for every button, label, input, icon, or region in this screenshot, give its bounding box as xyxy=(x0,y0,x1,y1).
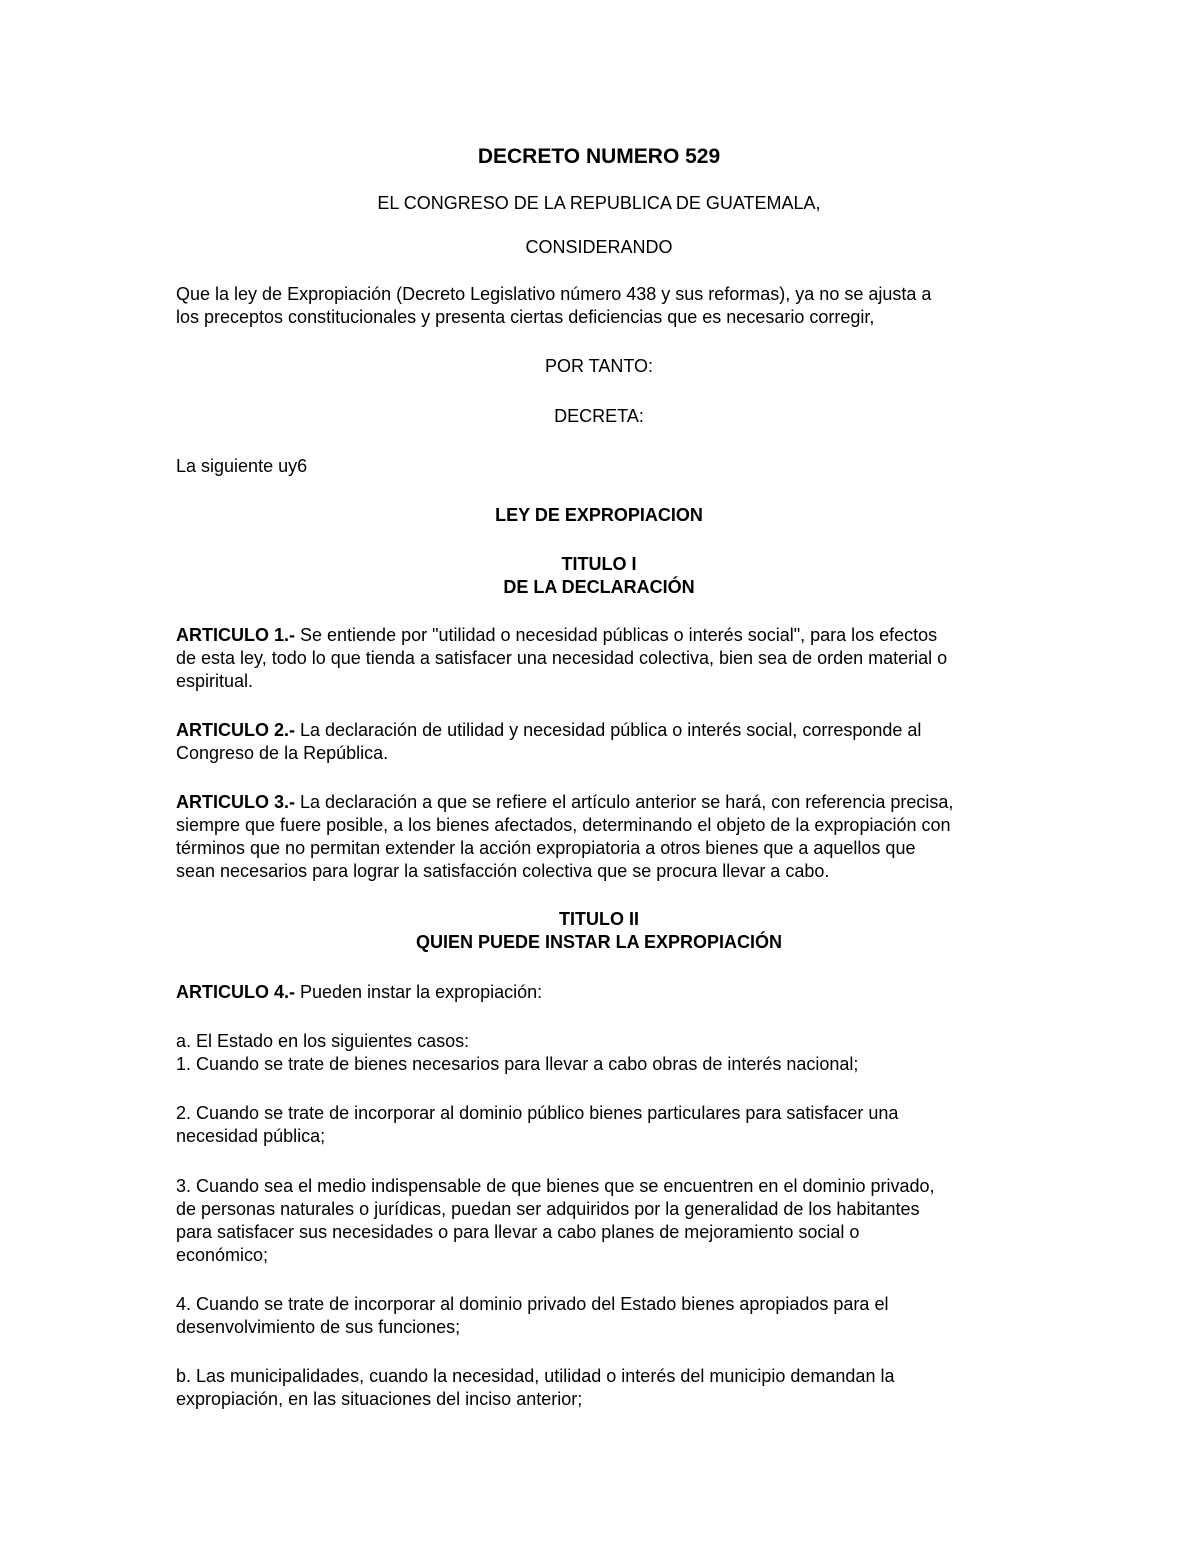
titulo-2-subheading: QUIEN PUEDE INSTAR LA EXPROPIACIÓN xyxy=(415,932,783,952)
titulo-2-block xyxy=(176,908,1022,954)
list-item-line: necesidad pública; xyxy=(176,1126,326,1146)
articulo-1 xyxy=(176,624,1046,693)
list-a-block xyxy=(176,1030,1046,1076)
articulo-label: ARTICULO 3.- xyxy=(176,792,295,812)
list-item-2 xyxy=(176,1102,1046,1148)
list-item-line: desenvolvimiento de sus funciones; xyxy=(176,1317,461,1337)
list-item-line: expropiación, en las situaciones del inciso anterior; xyxy=(176,1389,583,1409)
list-item-line: b. Las municipalidades, cuando la necesidad, utilidad o interés del municipio demandan la xyxy=(176,1366,895,1386)
por-tanto-heading: POR TANTO: xyxy=(544,356,654,376)
titulo-1-block xyxy=(176,553,1022,599)
list-item-4 xyxy=(176,1293,1046,1339)
titulo-1-subheading: DE LA DECLARACIÓN xyxy=(503,577,695,597)
articulo-text: La declaración de utilidad y necesidad pública o interés social, corresponde al xyxy=(295,720,922,740)
articulo-text: espiritual. xyxy=(176,671,254,691)
articulo-text: Se entiende por "utilidad o necesidad públicas o interés social", para los efectos xyxy=(295,625,938,645)
articulo-text: sean necesarios para lograr la satisfacción colectiva que se procura llevar a cabo. xyxy=(176,861,830,881)
decreta-heading: DECRETA: xyxy=(554,406,644,426)
considerando-heading: CONSIDERANDO xyxy=(525,237,673,257)
articulo-text: de esta ley, todo lo que tienda a satisfacer una necesidad colectiva, bien sea de orden material o xyxy=(176,648,948,668)
articulo-2 xyxy=(176,719,1046,765)
articulo-label: ARTICULO 2.- xyxy=(176,720,295,740)
congress-line: EL CONGRESO DE LA REPUBLICA DE GUATEMALA, xyxy=(377,193,821,213)
preamble-paragraph xyxy=(176,283,1046,329)
articulo-label: ARTICULO 1.- xyxy=(176,625,295,645)
articulo-text: Congreso de la República. xyxy=(176,743,389,763)
list-item: 1. Cuando se trate de bienes necesarios para llevar a cabo obras de interés nacional; xyxy=(176,1054,859,1074)
list-item-line: 2. Cuando se trate de incorporar al dominio público bienes particulares para satisfacer una xyxy=(176,1103,899,1123)
list-item-line: para satisfacer sus necesidades o para llevar a cabo planes de mejoramiento social o xyxy=(176,1222,860,1242)
titulo-2-heading: TITULO II xyxy=(559,909,639,929)
articulo-text: Pueden instar la expropiación: xyxy=(295,982,543,1002)
articulo-3 xyxy=(176,791,1046,883)
articulo-text: La declaración a que se refiere el artículo anterior se hará, con referencia precisa, xyxy=(295,792,954,812)
preamble-line: Que la ley de Expropiación (Decreto Legislativo número 438 y sus reformas), ya no se ajusta a xyxy=(176,284,932,304)
list-item: a. El Estado en los siguientes casos: xyxy=(176,1031,470,1051)
preamble-line: los preceptos constitucionales y presenta ciertas deficiencias que es necesario corregir, xyxy=(176,307,875,327)
articulo-label: ARTICULO 4.- xyxy=(176,982,295,1002)
list-item-3 xyxy=(176,1175,1046,1267)
list-item-b xyxy=(176,1365,1046,1411)
list-item-line: 3. Cuando sea el medio indispensable de que bienes que se encuentren en el dominio privado, xyxy=(176,1176,935,1196)
articulo-text: términos que no permitan extender la acción expropiatoria a otros bienes que a aquellos que xyxy=(176,838,916,858)
articulo-4 xyxy=(176,981,1046,1004)
titulo-1-heading: TITULO I xyxy=(561,554,637,574)
articulo-text: siempre que fuere posible, a los bienes afectados, determinando el objeto de la expropiación con xyxy=(176,815,951,835)
list-item-line: de personas naturales o jurídicas, puedan ser adquiridos por la generalidad de los habitantes xyxy=(176,1199,920,1219)
list-item-line: económico; xyxy=(176,1245,269,1265)
law-title: LEY DE EXPROPIACION xyxy=(495,505,703,525)
list-item-line: 4. Cuando se trate de incorporar al dominio privado del Estado bienes apropiados para el xyxy=(176,1294,889,1314)
siguiente-line: La siguiente uy6 xyxy=(176,456,308,476)
document-title: DECRETO NUMERO 529 xyxy=(477,145,721,168)
